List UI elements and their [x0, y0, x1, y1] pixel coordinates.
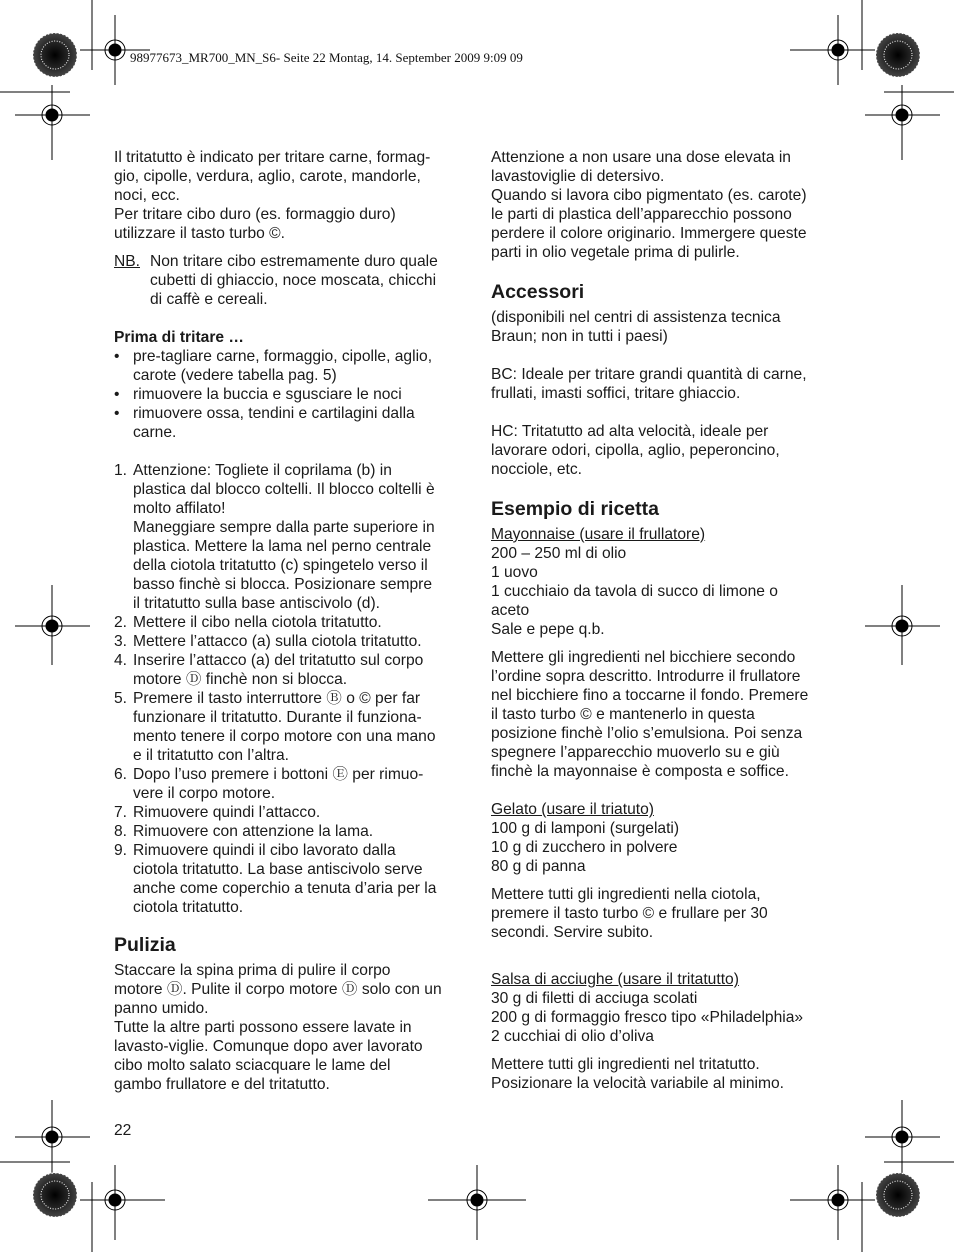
list-item: 3. Mettere l’attacco (a) sulla ciotola tritatutto. [114, 633, 422, 650]
print-slug: 98977673_MR700_MN_S6- Seite 22 Montag, 14. September 2009 9:09 09 [130, 50, 523, 65]
recipe-ingredients: 200 – 250 ml di olio 1 uovo 1 cucchiaio da tavola di succo di limone o aceto Sale e pepe q.b. [491, 545, 778, 638]
list-item: • rimuovere la buccia e sgusciare le noci [114, 386, 402, 403]
nb-label: NB. [114, 253, 140, 270]
list-item: 5. Premere il tasto interruttore Ⓑ o © per far funzionare il tritatutto. Durante il funziona- mento tenere il corpo motore con una mano e il tritatutto con l’altra. [114, 690, 436, 764]
heading-pulizia: Pulizia [114, 934, 176, 956]
recipe-title-gelato: Gelato (usare il triatuto) [491, 801, 654, 818]
recipe-ingredients: 30 g di filetti di acciuga scolati 200 g di formaggio fresco tipo «Philadelphia» 2 cucchiai di olio d’oliva [491, 990, 804, 1045]
list-item: 9. Rimuovere quindi il cibo lavorato dalla ciotola tritatutto. La base antiscivolo serve anche come coperchio a tenuta d’aria per la ciotola tritatutto. [114, 842, 437, 916]
list-item: 2. Mettere il cibo nella ciotola tritatutto. [114, 614, 382, 631]
nb-note: NB. Non tritare cibo estremamente duro quale cubetti di ghiaccio, noce moscata, chicchi di caffè e cereali. [114, 253, 438, 308]
heading-accessori: Accessori [491, 281, 585, 303]
list-item: • rimuovere ossa, tendini e cartilagini dalla carne. [114, 405, 415, 441]
recipe-method: Mettere tutti gli ingredienti nella ciotola, premere il tasto turbo © e frullare per 30 secondi. Servire subito. [491, 886, 768, 941]
right-column [491, 148, 841, 1093]
crosshair-mark [15, 585, 90, 665]
recipe-title-salsa: Salsa di acciughe (usare il tritatutto) [491, 971, 739, 988]
intro-paragraph: Il tritatutto è indicato per tritare carne, formag- gio, cipolle, verdura, aglio, carote, mandorle, noci, ecc. Per tritare cibo duro (es. formaggio duro) utilizzare il tasto turbo ©. [114, 149, 431, 242]
accessori-note: (disponibili nel centri di assistenza tecnica Braun; non in tutti i paesi) [491, 309, 781, 345]
list-item: 6. Dopo l’uso premere i bottoni Ⓔ per rimuo- vere il corpo motore. [114, 766, 424, 802]
crosshair-mark [428, 1165, 526, 1240]
star-target-mark [33, 1173, 77, 1217]
steps-list [114, 461, 464, 917]
crosshair-mark [865, 85, 940, 160]
accessory-bc: BC: Ideale per tritare grandi quantità di carne, frullati, imasti soffici, tritare ghiaccio. [491, 366, 807, 402]
subheading-prima: Prima di tritare … [114, 329, 244, 346]
heading-esempio: Esempio di ricetta [491, 498, 659, 520]
list-item: 4. Inserire l’attacco (a) del tritatutto sul corpo motore Ⓓ finchè non si blocca. [114, 652, 424, 688]
crosshair-mark [15, 85, 90, 160]
list-item: 1. Attenzione: Togliete il coprilama (b) in plastica dal blocco coltelli. Il blocco coltelli è molto affilato! Maneggiare sempre dalla parte superiore in plastica. Mettere la lama nel perno centrale della ciotola tritatutto (c) spingetelo verso il basso finchè si blocca. Posizionare sempre il tritatutto sulla base antiscivolo (d). [114, 462, 435, 612]
crosshair-mark [865, 1100, 940, 1175]
cleaning-note: Attenzione a non usare una dose elevata in lavastoviglie di detersivo. Quando si lavora cibo pigmentato (es. carote) le parti di plastica dell’apparecchio possono perdere il colore originario. Immergere queste parti in olio vegetale prima di pulirle. [491, 149, 807, 261]
pulizia-paragraph: Staccare la spina prima di pulire il corpo motore Ⓓ. Pulite il corpo motore Ⓓ solo con un panno umido. Tutte la altre parti possono essere lavate in lavasto-viglie. Comunque dopo aver lavorato cibo molto salato sciacquare le lame del gambo frullatore e del tritatutto. [114, 962, 442, 1093]
crosshair-mark [865, 585, 940, 665]
crosshair-mark [80, 1165, 165, 1240]
star-target-mark [876, 1173, 920, 1217]
star-target-mark [876, 33, 920, 77]
list-item: 7. Rimuovere quindi l’attacco. [114, 804, 321, 821]
page-number: 22 [114, 1122, 132, 1139]
recipe-ingredients: 100 g di lamponi (surgelati) 10 g di zucchero in polvere 80 g di panna [491, 820, 680, 875]
crosshair-mark [15, 1100, 90, 1175]
accessory-hc: HC: Tritatutto ad alta velocità, ideale per lavorare odori, cipolla, aglio, peperoncino, nocciole, etc. [491, 423, 780, 478]
list-item: • pre-tagliare carne, formaggio, cipolle, aglio, carote (vedere tabella pag. 5) [114, 348, 433, 384]
list-item: 8. Rimuovere con attenzione la lama. [114, 823, 374, 840]
left-column [114, 148, 464, 1094]
star-target-mark [33, 33, 77, 77]
recipe-method: Mettere gli ingredienti nel bicchiere secondo l’ordine sopra descritto. Introdurre il frullatore nel bicchiere fino a toccarne il fondo. Premere il tasto turbo © e mantenerlo in questa posizione finchè l’olio s’emulsiona. Poi senza spegnere l’apparecchio muoverlo su e giù finchè la mayonnaise è composta e soffice. [491, 649, 809, 780]
recipe-title-mayonnaise: Mayonnaise (usare il frullatore) [491, 526, 706, 543]
recipe-method: Mettere tutti gli ingredienti nel tritatutto. Posizionare la velocità variabile al minimo. [491, 1056, 784, 1092]
prep-list [114, 347, 464, 442]
